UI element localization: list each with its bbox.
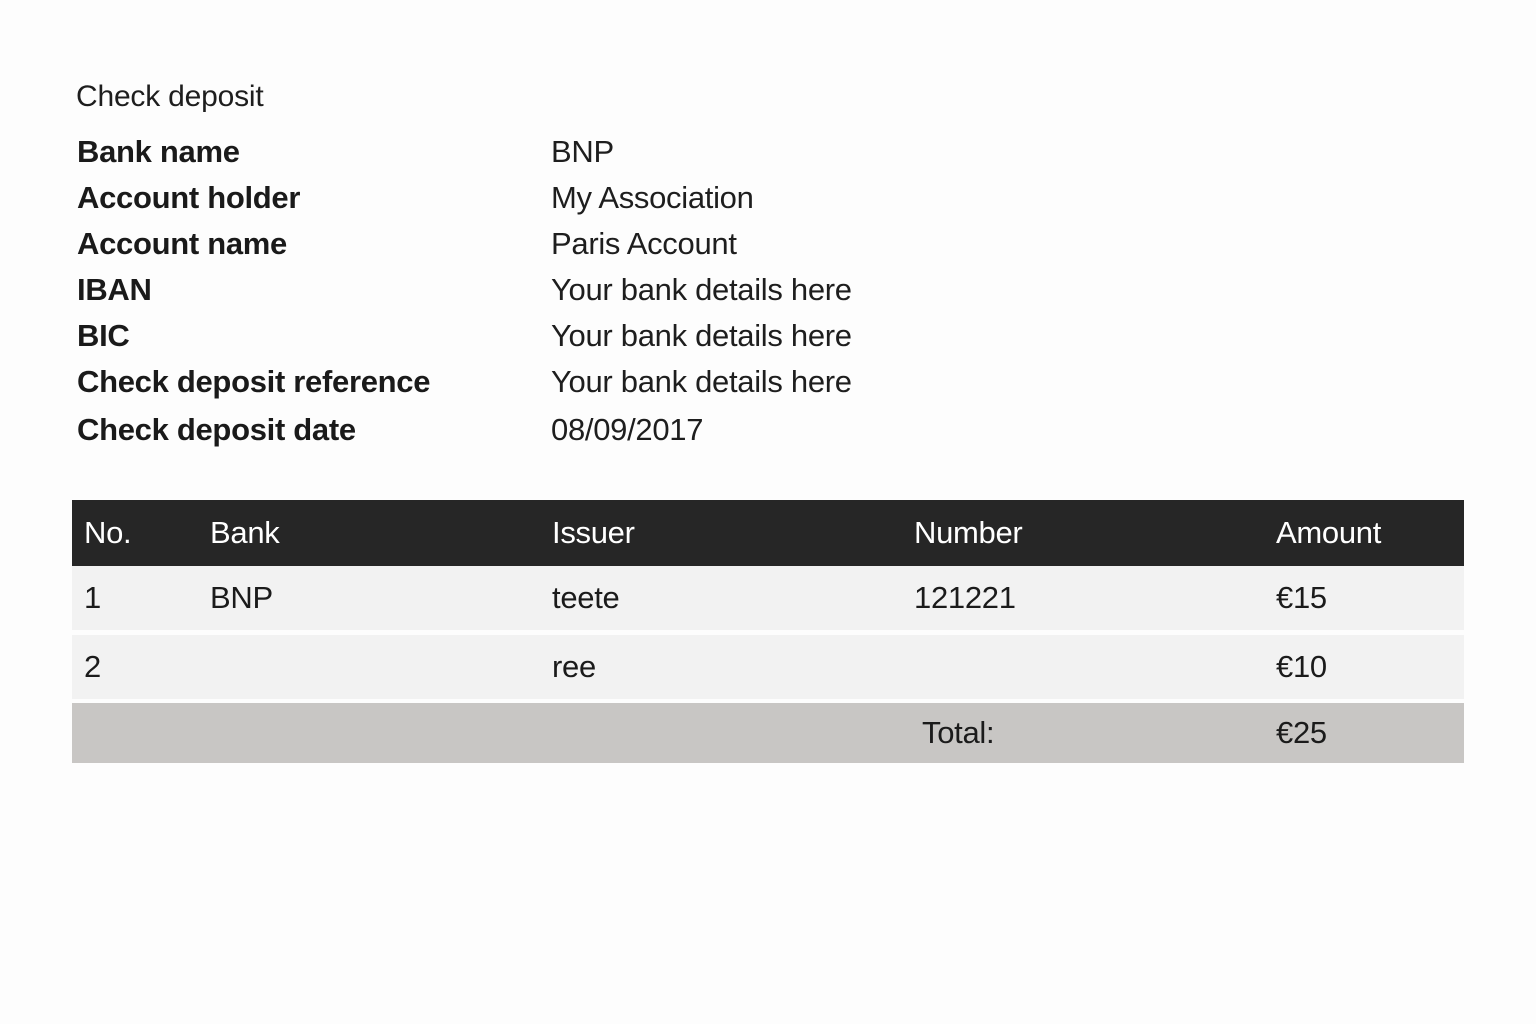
cell-no: 1 [84,580,101,615]
cell-no: 2 [84,649,101,684]
document-title: Check deposit [76,80,264,113]
detail-value: Paris Account [551,226,737,261]
cell-issuer: ree [552,649,596,684]
column-header-no: No. [84,515,132,550]
cell-issuer: teete [552,580,620,615]
detail-label: Check deposit date [77,412,356,447]
table-header-row [72,500,1464,566]
detail-value: Your bank details here [551,318,852,353]
detail-value: Your bank details here [551,364,852,399]
detail-label: Account name [77,226,287,261]
detail-value: Your bank details here [551,272,852,307]
detail-value: My Association [551,180,754,215]
checks-table [72,500,1464,763]
column-header-amount: Amount [1276,515,1382,550]
cell-amount: €10 [1276,649,1327,684]
total-label: Total: [922,715,995,750]
column-header-issuer: Issuer [552,515,635,550]
detail-label: Check deposit reference [77,364,431,399]
column-header-bank: Bank [210,515,280,550]
column-header-number: Number [914,515,1023,550]
detail-value: BNP [551,134,614,169]
detail-label: Account holder [77,180,301,215]
detail-value: 08/09/2017 [551,412,704,447]
detail-label: Bank name [77,134,240,169]
cell-number: 121221 [914,580,1016,615]
detail-label: BIC [77,318,130,353]
table-total-row [72,703,1464,763]
table-row [72,635,1464,699]
cell-bank: BNP [210,580,273,615]
table-row [72,566,1464,630]
detail-label: IBAN [77,272,152,307]
total-amount: €25 [1276,715,1327,750]
cell-amount: €15 [1276,580,1327,615]
